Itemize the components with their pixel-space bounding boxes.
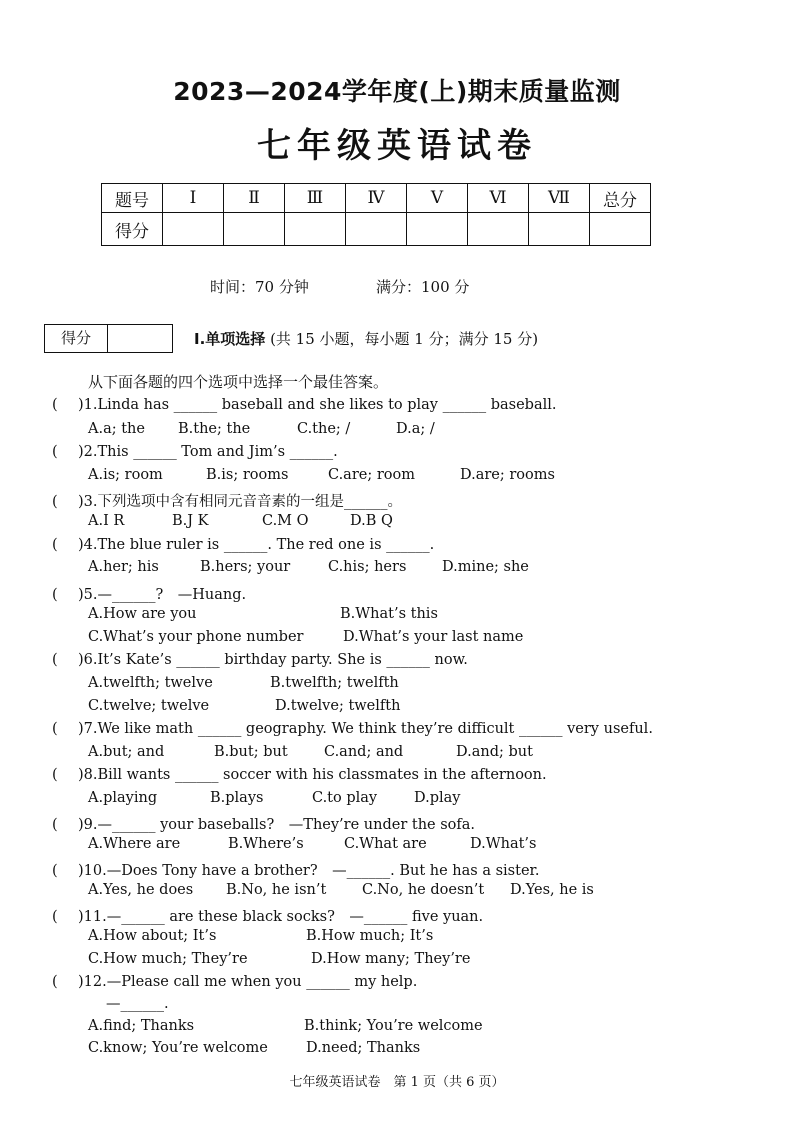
question-3: ( )3.下列选项中含有相同元音音素的一组是______。 (52, 494, 402, 510)
score-table-header: Ⅰ (163, 184, 224, 213)
option-c: C.to play (312, 790, 378, 806)
score-cell (407, 213, 468, 246)
option-b: B.but; but (214, 744, 288, 760)
score-row-label: 得分 (102, 213, 163, 246)
option-b: B.plays (210, 790, 264, 806)
option-b: B.What’s this (340, 606, 438, 622)
exam-subtitle: 七年级英语试卷 (257, 126, 537, 166)
question-10: ( )10.—Does Tony have a brother? —______. But he has a sister. (52, 863, 540, 879)
option-d: D.a; / (396, 421, 435, 437)
score-table-header: Ⅵ (468, 184, 529, 213)
score-table-header: Ⅲ (285, 184, 346, 213)
score-table-header: Ⅱ (224, 184, 285, 213)
option-a: A.How about; It’s (88, 928, 217, 944)
score-table (101, 183, 651, 246)
exam-full-score: 满分：100 分 (376, 278, 470, 296)
question-8: ( )8.Bill wants ______ soccer with his classmates in the afternoon. (52, 767, 547, 783)
option-b: B.J K (172, 513, 209, 529)
option-c: C.twelve; twelve (88, 698, 210, 714)
score-cell (590, 213, 651, 246)
section-score-label: 得分 (45, 325, 108, 352)
question-11: ( )11.—______ are these black socks? —______ five yuan. (52, 909, 484, 925)
option-b: B.hers; your (200, 559, 291, 575)
score-table-header: 总分 (590, 184, 651, 213)
section-instruction: 从下面各题的四个选项中选择一个最佳答案。 (88, 373, 389, 391)
option-d: D.How many; They’re (311, 951, 471, 967)
page-footer: 七年级英语试卷 第 1 页（共 6 页） (289, 1075, 505, 1090)
section-heading (194, 328, 538, 349)
question-4: ( )4.The blue ruler is ______. The red one is ______. (52, 537, 435, 553)
score-table-header: Ⅳ (346, 184, 407, 213)
section-score-blank (108, 325, 172, 352)
section-heading-note: (共 15 小题，每小题 1 分；满分 15 分) (270, 330, 539, 348)
score-cell (163, 213, 224, 246)
option-b: B.No, he isn’t (226, 882, 327, 898)
option-b: B.is; rooms (206, 467, 289, 483)
option-a: A.How are you (88, 606, 197, 622)
option-c: C.are; room (328, 467, 415, 483)
score-cell (468, 213, 529, 246)
question-2: ( )2.This ______ Tom and Jim’s ______. (52, 444, 338, 460)
exam-time: 时间：70 分钟 (210, 278, 309, 296)
option-c: C.his; hers (328, 559, 407, 575)
option-d: D.are; rooms (460, 467, 555, 483)
option-c: C.How much; They’re (88, 951, 248, 967)
option-b: B.think; You’re welcome (304, 1018, 483, 1034)
option-a: A.Yes, he does (88, 882, 194, 898)
option-b: B.Where’s (228, 836, 304, 852)
option-a: A.a; the (88, 421, 145, 437)
option-b: B.the; the (178, 421, 251, 437)
option-c: C.the; / (297, 421, 351, 437)
option-c: C.What’s your phone number (88, 629, 304, 645)
option-d: D.What’s (470, 836, 537, 852)
option-a: A.I R (88, 513, 125, 529)
option-d: D.What’s your last name (343, 629, 524, 645)
question-12: ( )12.—Please call me when you ______ my help. (52, 974, 418, 990)
option-d: D.mine; she (442, 559, 529, 575)
section-heading-title: Ⅰ.单项选择 (194, 330, 266, 348)
option-b: B.twelfth; twelfth (270, 675, 399, 691)
score-cell (285, 213, 346, 246)
question-9: ( )9.—______ your baseballs? —They’re under the sofa. (52, 817, 476, 833)
score-table-header: 题号 (102, 184, 163, 213)
score-table-header: Ⅶ (529, 184, 590, 213)
question-1: ( )1.Linda has ______ baseball and she likes to play ______ baseball. (52, 397, 557, 413)
section-score-box (44, 324, 173, 353)
score-cell (346, 213, 407, 246)
option-d: D.twelve; twelfth (275, 698, 401, 714)
question-12-reply: —______. (106, 996, 169, 1012)
option-a: A.find; Thanks (88, 1018, 195, 1034)
score-table-header: Ⅴ (407, 184, 468, 213)
option-c: C.M O (262, 513, 309, 529)
exam-title: 2023—2024学年度(上)期末质量监测 (173, 77, 621, 106)
option-b: B.How much; It’s (306, 928, 434, 944)
question-7: ( )7.We like math ______ geography. We think they’re difficult ______ very useful. (52, 721, 653, 737)
option-d: D.need; Thanks (306, 1040, 421, 1056)
question-5: ( )5.—______? —Huang. (52, 587, 247, 603)
score-cell (224, 213, 285, 246)
option-d: D.play (414, 790, 461, 806)
option-c: C.No, he doesn’t (362, 882, 485, 898)
option-a: A.her; his (88, 559, 159, 575)
question-6: ( )6.It’s Kate’s ______ birthday party. She is ______ now. (52, 652, 468, 668)
option-d: D.Yes, he is (510, 882, 594, 898)
option-a: A.Where are (88, 836, 181, 852)
option-a: A.playing (88, 790, 158, 806)
option-c: C.know; You’re welcome (88, 1040, 268, 1056)
option-c: C.and; and (324, 744, 404, 760)
option-d: D.and; but (456, 744, 533, 760)
option-a: A.but; and (88, 744, 165, 760)
option-a: A.twelfth; twelve (88, 675, 213, 691)
option-d: D.B Q (350, 513, 393, 529)
option-c: C.What are (344, 836, 427, 852)
option-a: A.is; room (88, 467, 163, 483)
score-cell (529, 213, 590, 246)
